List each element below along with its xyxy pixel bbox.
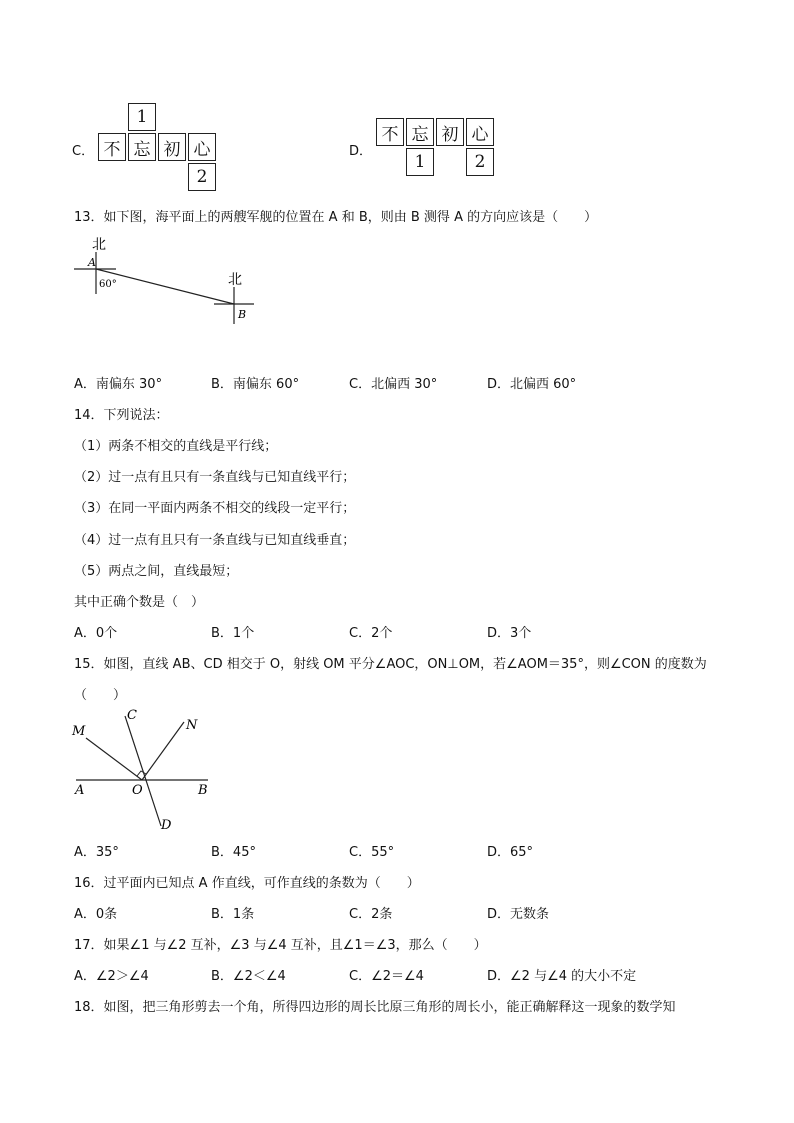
option-d[interactable]: D．无数条 — [487, 907, 550, 922]
option-letter: D． — [349, 144, 373, 159]
option-a[interactable]: A．35° — [74, 845, 119, 860]
net-cell: 2 — [466, 148, 494, 176]
net-cell: 心 — [466, 118, 494, 146]
point-d-label: D — [161, 818, 172, 833]
net-cell: 初 — [158, 133, 186, 161]
q14-item: （1）两条不相交的直线是平行线； — [74, 439, 278, 454]
q16-stem: 16．过平面内已知点 A 作直线，可作直线的条数为（ ） — [74, 876, 420, 891]
option-c[interactable]: C．55° — [349, 845, 395, 860]
q13-figure — [66, 232, 266, 332]
q14-stem: 14．下列说法： — [74, 408, 169, 423]
net-cell: 1 — [128, 103, 156, 131]
q15-paren: （ ） — [74, 688, 127, 703]
option-a[interactable]: A．∠2＞∠4 — [74, 969, 149, 984]
net-cell: 忘 — [128, 133, 156, 161]
option-a[interactable]: A．0个 — [74, 626, 118, 641]
option-d[interactable]: D．65° — [487, 845, 534, 860]
net-cell: 2 — [188, 163, 216, 191]
q15-stem: 15．如图，直线 AB、CD 相交于 O，射线 OM 平分∠AOC，ON⊥OM，若∠AOM＝35°，则∠CON 的度数为 — [74, 657, 707, 672]
north-label: 北 — [228, 272, 242, 288]
option-c[interactable]: C．北偏西 30° — [349, 377, 438, 392]
option-d[interactable]: D．北偏西 60° — [487, 377, 577, 392]
option-d[interactable]: D．∠2 与∠4 的大小不定 — [487, 969, 637, 984]
point-n-label: N — [186, 718, 198, 733]
net-cell: 心 — [188, 133, 216, 161]
option-b[interactable]: B．45° — [211, 845, 256, 860]
option-b[interactable]: B．1个 — [211, 626, 255, 641]
q14-item: （2）过一点有且只有一条直线与已知直线平行； — [74, 470, 356, 485]
option-c[interactable]: C．2条 — [349, 907, 393, 922]
q15-figure — [66, 702, 226, 836]
q14-item: （5）两点之间，直线最短； — [74, 564, 239, 579]
q14-item: （3）在同一平面内两条不相交的线段一定平行； — [74, 501, 356, 516]
option-b[interactable]: B．南偏东 60° — [211, 377, 300, 392]
point-b-label: B — [198, 783, 208, 798]
q14-item: （4）过一点有且只有一条直线与已知直线垂直； — [74, 533, 356, 548]
q14-question: 其中正确个数是（ ） — [74, 595, 205, 610]
option-c[interactable]: C．∠2＝∠4 — [349, 969, 424, 984]
option-c[interactable]: C．2个 — [349, 626, 393, 641]
net-cell: 不 — [376, 118, 404, 146]
net-cell: 不 — [98, 133, 126, 161]
q17-stem: 17．如果∠1 与∠2 互补，∠3 与∠4 互补，且∠1＝∠3，那么（ ） — [74, 938, 487, 953]
point-o-label: O — [132, 783, 143, 798]
option-letter: C． — [72, 144, 95, 159]
north-label: 北 — [92, 237, 106, 253]
point-c-label: C — [127, 708, 137, 723]
net-cell: 初 — [436, 118, 464, 146]
q18-stem: 18．如图，把三角形剪去一个角，所得四边形的周长比原三角形的周长小，能正确解释这一现象的数学知 — [74, 1000, 676, 1015]
net-cell: 1 — [406, 148, 434, 176]
point-a-label: A — [88, 256, 96, 269]
net-cell: 忘 — [406, 118, 434, 146]
option-b[interactable]: B．∠2＜∠4 — [211, 969, 286, 984]
point-b-label: B — [238, 308, 247, 321]
point-a-label: A — [75, 783, 85, 798]
angle-label: 60° — [99, 279, 117, 290]
point-m-label: M — [72, 724, 86, 739]
option-d[interactable]: D．3个 — [487, 626, 532, 641]
option-b[interactable]: B．1条 — [211, 907, 255, 922]
q13-stem: 13．如下图，海平面上的两艘军舰的位置在 A 和 B，则由 B 测得 A 的方向应该是（ ） — [74, 210, 598, 225]
option-a[interactable]: A．0条 — [74, 907, 118, 922]
option-a[interactable]: A．南偏东 30° — [74, 377, 163, 392]
